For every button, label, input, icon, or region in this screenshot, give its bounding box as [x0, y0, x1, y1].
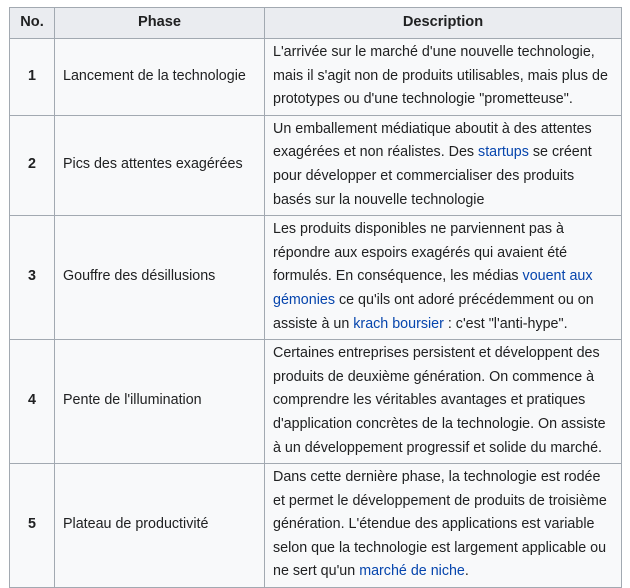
- description-cell: [265, 115, 622, 215]
- description-text: Un emballement médiatique aboutit à des attentes exagérées et non réalistes. Des: [273, 120, 592, 161]
- phase-cell: Plateau de productivité: [55, 464, 265, 588]
- table-row: [10, 115, 622, 215]
- row-number: 1: [10, 39, 55, 116]
- description-text: ce qu'ils ont adoré précédemment ou on assiste à un: [273, 291, 594, 332]
- description-text: : c'est "l'anti-hype".: [443, 315, 568, 332]
- row-number: 5: [10, 464, 55, 588]
- description-cell: [265, 216, 622, 340]
- phase-cell: Pente de l'illumination: [55, 340, 265, 464]
- wiki-link[interactable]: marché de niche: [359, 563, 465, 580]
- header-description: Description: [265, 8, 622, 39]
- row-number: 2: [10, 115, 55, 215]
- phase-cell: Lancement de la technologie: [55, 39, 265, 116]
- hype-cycle-table: [9, 7, 622, 588]
- description-cell: [265, 340, 622, 464]
- phase-cell: Gouffre des désillusions: [55, 216, 265, 340]
- description-text: Dans cette dernière phase, la technologie est rodée et permet le développement de produits de troisième génération. L'étendue des applications est variable selon que la technologie est largement applicable ou ne sert qu'un: [273, 469, 607, 580]
- description-text: Certaines entreprises persistent et développent des produits de deuxième génération. On commence à comprendre les véritables avantages et pratiques d'application concrètes de la technologie. On assiste à un développement progressif et solide du marché.: [273, 345, 606, 456]
- header-phase: Phase: [55, 8, 265, 39]
- table-row: [10, 464, 622, 588]
- description-cell: [265, 464, 622, 588]
- description-text: Les produits disponibles ne parviennent pas à répondre aux espoirs exagérés qui avaient été formulés. En conséquence, les médias: [273, 221, 568, 285]
- description-text: L'arrivée sur le marché d'une nouvelle technologie, mais il s'agit non de produits utilisables, mais plus de prototypes ou d'une technologie "prometteuse".: [273, 44, 608, 108]
- description-text: se créent pour développer et commercialiser des produits basés sur la nouvelle technologie: [273, 144, 592, 208]
- phase-cell: Pics des attentes exagérées: [55, 115, 265, 215]
- row-number: 3: [10, 216, 55, 340]
- row-number: 4: [10, 340, 55, 464]
- table-body: [10, 39, 622, 588]
- description-cell: [265, 39, 622, 116]
- table-row: [10, 340, 622, 464]
- header-row: [10, 8, 622, 39]
- table-row: [10, 39, 622, 116]
- header-no: No.: [10, 8, 55, 39]
- description-text: .: [464, 563, 469, 580]
- wiki-link[interactable]: krach boursier: [353, 315, 444, 332]
- wiki-link[interactable]: startups: [478, 144, 529, 161]
- wiki-link[interactable]: vouent aux gémonies: [273, 268, 593, 308]
- table-row: [10, 216, 622, 340]
